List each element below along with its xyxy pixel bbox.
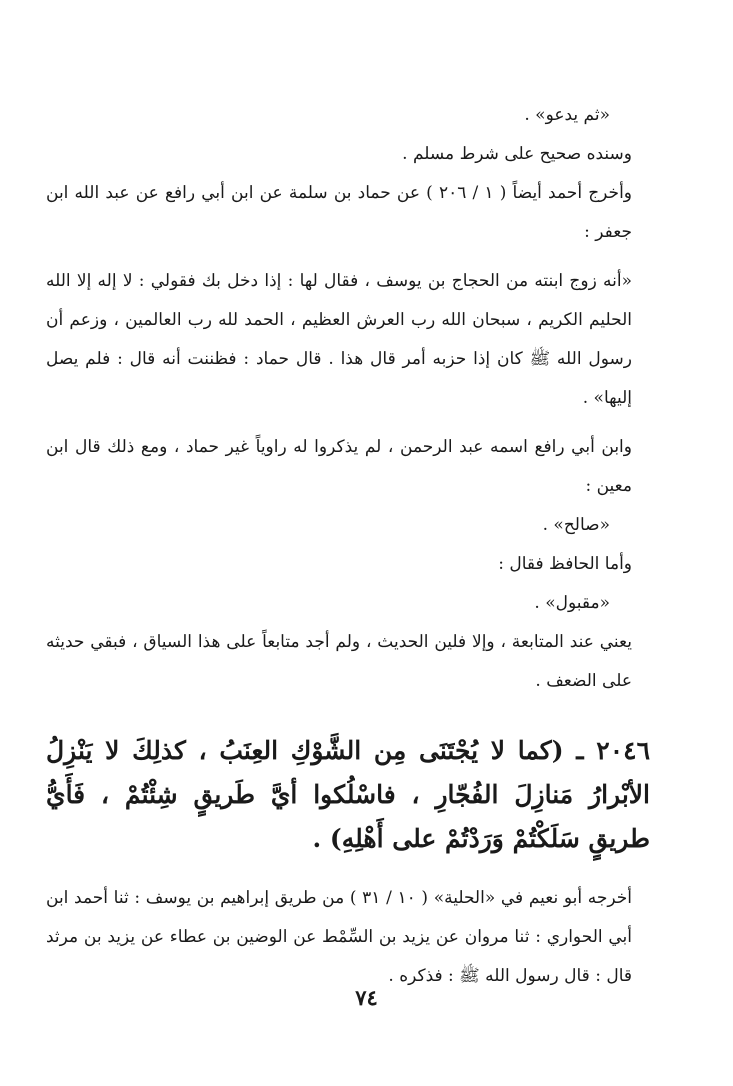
conclusion-paragraph: يعني عند المتابعة ، وإلا فلين الحديث ، ولم أجد متابعاً على هذا السياق ، فبقي حديثه على الضعف . (46, 632, 632, 691)
isnad-sahih-note: وسنده صحيح على شرط مسلم . (402, 144, 632, 164)
page-body (46, 96, 650, 996)
ahmad-takhrij-paragraph: وأخرج أحمد أيضاً ( ١ / ٢٠٦ ) عن حماد بن سلمة عن ابن أبي رافع عن عبد الله ابن جعفر : (46, 183, 633, 242)
hadith-quote-paragraph: «أنه زوج ابنته من الحجاج بن يوسف ، فقال لها : إذا دخل بك فقولي : لا إله إلا الله الحليم الكريم ، سبحان الله رب العرش العظيم ، الحمد لله رب العالمين ، وزعم أن رسول الله ﷺ كان إذا حزبه أمر قال هذا . قال حماد : فظننت أنه قال : فلم يصل إليها» . (46, 271, 632, 408)
hafiz-said-line: وأما الحافظ فقال : (498, 554, 632, 574)
abu-nuaym-takhrij-paragraph: أخرجه أبو نعيم في «الحلية» ( ١٠ / ٣١ ) من طريق إبراهيم بن يوسف : ثنا أحمد ابن أبي الحواري : ثنا مروان عن يزيد بن السِّمْط عن الوضين بن عطاء عن يزيد بن مرثد قال : قال رسول الله ﷺ : فذكره . (46, 888, 632, 986)
hadith-text: ـ (كما لا يُجْتَنَى مِن الشَّوْكِ العِنَبُ ، كذلِكَ لا يَنْزِلُ الأبْرارُ مَنازِلَ الفُجّارِ ، فاسْلُكوا أيَّ طَريقٍ شِئْتُمْ ، فَأَيُّ طريقٍ سَلَكْتُمْ وَرَدْتُمْ على أَهْلِهِ) . (46, 736, 650, 853)
hadith-number: ٢٠٤٦ (596, 736, 650, 765)
ibn-abi-rafi-paragraph: وابن أبي رافع اسمه عبد الرحمن ، لم يذكروا له راوياً غير حماد ، ومع ذلك قال ابن معين : (46, 437, 632, 496)
quote-maqbul: «مقبول» . (534, 593, 610, 613)
quote-thumma-yadu: «ثم يدعو» . (524, 105, 610, 125)
quote-salih: «صالح» . (542, 515, 610, 535)
hadith-heading (46, 729, 650, 861)
page-number: ٧٤ (355, 985, 378, 1010)
